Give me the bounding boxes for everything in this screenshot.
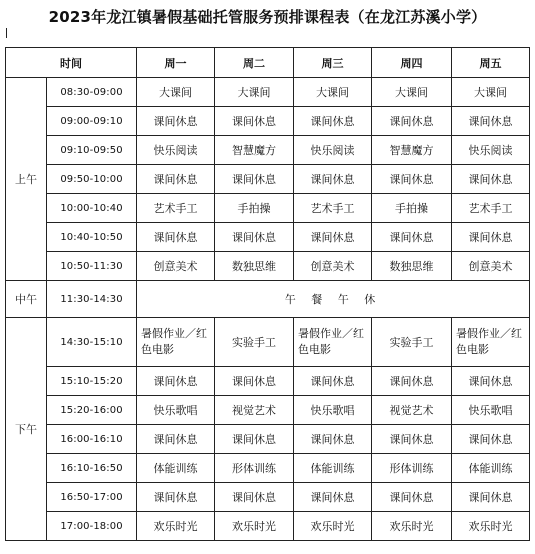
course-cell: 课间休息 <box>294 223 372 252</box>
header-day: 周三 <box>294 48 372 78</box>
course-cell: 课间休息 <box>452 367 530 396</box>
text-cursor <box>6 28 7 38</box>
course-cell: 课间休息 <box>372 223 452 252</box>
table-row <box>6 165 530 194</box>
period-morning: 上午 <box>6 78 47 281</box>
course-cell: 欢乐时光 <box>215 512 294 541</box>
course-cell: 艺术手工 <box>294 194 372 223</box>
course-cell: 欢乐时光 <box>137 512 215 541</box>
course-cell: 课间休息 <box>452 165 530 194</box>
header-time: 时间 <box>6 48 137 78</box>
table-row <box>6 454 530 483</box>
course-cell: 大课间 <box>294 78 372 107</box>
table-row <box>6 136 530 165</box>
course-cell: 课间休息 <box>452 223 530 252</box>
time-cell: 15:20-16:00 <box>47 396 137 425</box>
course-cell: 课间休息 <box>372 107 452 136</box>
time-cell: 15:10-15:20 <box>47 367 137 396</box>
course-cell: 体能训练 <box>452 454 530 483</box>
course-cell: 创意美术 <box>137 252 215 281</box>
time-cell: 09:10-09:50 <box>47 136 137 165</box>
course-cell: 课间休息 <box>215 483 294 512</box>
header-day: 周五 <box>452 48 530 78</box>
time-cell: 17:00-18:00 <box>47 512 137 541</box>
header-day: 周一 <box>137 48 215 78</box>
course-cell: 课间休息 <box>452 483 530 512</box>
course-cell: 课间休息 <box>294 107 372 136</box>
course-cell: 课间休息 <box>452 107 530 136</box>
course-cell: 课间休息 <box>137 483 215 512</box>
course-cell: 欢乐时光 <box>372 512 452 541</box>
course-cell: 快乐阅读 <box>452 136 530 165</box>
course-cell: 创意美术 <box>294 252 372 281</box>
time-cell: 10:40-10:50 <box>47 223 137 252</box>
time-cell: 16:00-16:10 <box>47 425 137 454</box>
course-cell: 欢乐时光 <box>294 512 372 541</box>
table-row <box>6 281 530 318</box>
time-cell: 10:50-11:30 <box>47 252 137 281</box>
course-cell: 大课间 <box>372 78 452 107</box>
course-cell: 课间休息 <box>372 483 452 512</box>
course-cell: 体能训练 <box>137 454 215 483</box>
table-row <box>6 483 530 512</box>
course-cell: 课间休息 <box>137 165 215 194</box>
table-row <box>6 367 530 396</box>
header-row <box>6 48 530 78</box>
course-cell: 欢乐时光 <box>452 512 530 541</box>
header-day: 周二 <box>215 48 294 78</box>
course-cell: 课间休息 <box>215 223 294 252</box>
course-cell: 课间休息 <box>137 367 215 396</box>
course-cell: 视觉艺术 <box>372 396 452 425</box>
course-cell: 创意美术 <box>452 252 530 281</box>
course-cell: 课间休息 <box>452 425 530 454</box>
table-row <box>6 194 530 223</box>
time-cell: 16:50-17:00 <box>47 483 137 512</box>
time-cell: 08:30-09:00 <box>47 78 137 107</box>
course-cell: 快乐阅读 <box>137 136 215 165</box>
course-cell: 课间休息 <box>372 165 452 194</box>
table-row <box>6 396 530 425</box>
course-cell: 形体训练 <box>372 454 452 483</box>
lunch-break-cell: 午 餐 午 休 <box>137 281 530 318</box>
course-cell: 课间休息 <box>294 425 372 454</box>
course-cell: 实验手工 <box>372 318 452 367</box>
table-row <box>6 223 530 252</box>
course-cell: 快乐歌唱 <box>294 396 372 425</box>
course-cell: 形体训练 <box>215 454 294 483</box>
course-cell: 课间休息 <box>294 483 372 512</box>
course-cell: 课间休息 <box>215 107 294 136</box>
table-row <box>6 252 530 281</box>
course-cell: 快乐歌唱 <box>452 396 530 425</box>
time-cell: 10:00-10:40 <box>47 194 137 223</box>
course-cell: 智慧魔方 <box>372 136 452 165</box>
course-cell: 实验手工 <box>215 318 294 367</box>
schedule-table <box>5 47 530 541</box>
course-cell: 智慧魔方 <box>215 136 294 165</box>
course-cell: 数独思维 <box>215 252 294 281</box>
table-row <box>6 512 530 541</box>
course-cell: 课间休息 <box>137 107 215 136</box>
course-cell: 数独思维 <box>372 252 452 281</box>
course-cell: 大课间 <box>215 78 294 107</box>
time-cell: 11:30-14:30 <box>47 281 137 318</box>
course-cell: 课间休息 <box>215 165 294 194</box>
course-cell: 课间休息 <box>372 367 452 396</box>
course-cell: 艺术手工 <box>452 194 530 223</box>
course-cell: 课间休息 <box>215 425 294 454</box>
course-cell: 课间休息 <box>372 425 452 454</box>
page-title: 2023年龙江镇暑假基础托管服务预排课程表（在龙江苏溪小学） <box>48 8 487 26</box>
course-cell: 课间休息 <box>137 425 215 454</box>
course-cell: 大课间 <box>452 78 530 107</box>
time-cell: 14:30-15:10 <box>47 318 137 367</box>
table-row <box>6 107 530 136</box>
course-cell: 大课间 <box>137 78 215 107</box>
header-day: 周四 <box>372 48 452 78</box>
course-cell: 手拍操 <box>372 194 452 223</box>
time-cell: 09:00-09:10 <box>47 107 137 136</box>
course-cell: 手拍操 <box>215 194 294 223</box>
course-cell: 快乐阅读 <box>294 136 372 165</box>
table-row <box>6 78 530 107</box>
period-noon: 中午 <box>6 281 47 318</box>
course-cell: 艺术手工 <box>137 194 215 223</box>
table-row <box>6 318 530 367</box>
course-cell: 暑假作业／红色电影 <box>452 318 530 367</box>
course-cell: 快乐歌唱 <box>137 396 215 425</box>
course-cell: 课间休息 <box>215 367 294 396</box>
period-afternoon: 下午 <box>6 318 47 541</box>
course-cell: 视觉艺术 <box>215 396 294 425</box>
table-row <box>6 425 530 454</box>
course-cell: 课间休息 <box>294 367 372 396</box>
course-cell: 暑假作业／红色电影 <box>294 318 372 367</box>
time-cell: 16:10-16:50 <box>47 454 137 483</box>
course-cell: 暑假作业／红色电影 <box>137 318 215 367</box>
course-cell: 体能训练 <box>294 454 372 483</box>
course-cell: 课间休息 <box>294 165 372 194</box>
course-cell: 课间休息 <box>137 223 215 252</box>
time-cell: 09:50-10:00 <box>47 165 137 194</box>
